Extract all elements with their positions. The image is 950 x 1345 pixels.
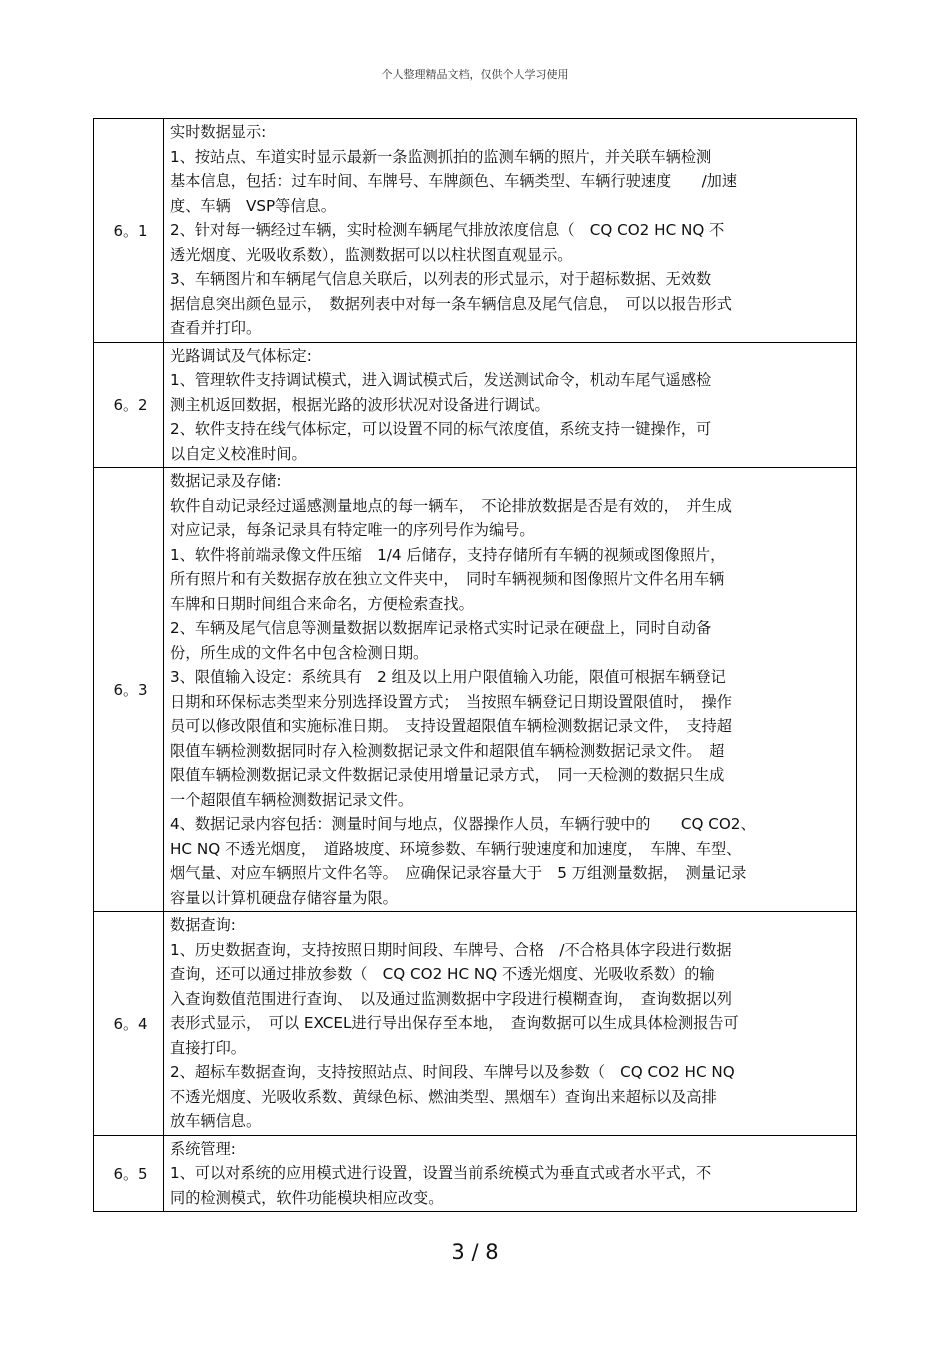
text-line: 2、车辆及尾气信息等测量数据以数据库记录格式实时记录在硬盘上，同时自动备 [170,619,712,637]
page-number: 3 / 8 [451,1240,499,1264]
section-number: 6。5 [94,1135,164,1212]
spec-table-body [94,119,857,1212]
section-content [164,342,857,468]
section-content [164,1135,857,1212]
text-line: 1、软件将前端录像文件压缩 1/4 后储存，支持存储所有车辆的视频或图像照片， [170,545,726,564]
text-line: 员可以修改限值和实施标准日期。 支持设置超限值车辆检测数据记录文件， 支持超 [170,717,732,735]
table-row [94,912,857,1136]
section-number: 6。3 [94,468,164,912]
text-line: HC NQ 不透光烟度， 道路坡度、环境参数、车辆行驶速度和加速度， 车牌、车型、 [170,839,742,858]
text-line: 入查询数值范围进行查询、 以及通过监测数据中字段进行模糊查询， 查询数据以列 [170,989,732,1008]
text-line: 以自定义校准时间。 [170,444,307,463]
text-line: 2、针对每一辆经过车辆，实时检测车辆尾气排放浓度信息（ CQ CO2 HC NQ 不 [170,221,725,239]
text-line: 同的检测模式，软件功能模块相应改变。 [170,1188,444,1207]
text-line: 2、软件支持在线气体标定，可以设置不同的标气浓度值，系统支持一键操作，可 [170,420,712,438]
text-line: 表形式显示， 可以 EXCEL进行导出保存至本地， 查询数据可以生成具体检测报告可 [170,1014,739,1032]
text-line: 基本信息，包括：过车时间、车牌号、车牌颜色、车辆类型、车辆行驶速度 /加速 [170,172,738,190]
text-line: 1、按站点、车道实时显示最新一条监测抓拍的监测车辆的照片，并关联车辆检测 [170,147,712,166]
table-row [94,342,857,468]
text-line: 所有照片和有关数据存放在独立文件夹中， 同时车辆视频和图像照片文件名用车辆 [170,570,725,588]
section-heading: 光路调试及气体标定: [170,346,312,365]
text-line: 一个超限值车辆检测数据记录文件。 [170,790,413,809]
section-number: 6。1 [94,119,164,343]
text-line: 1、管理软件支持调试模式，进入调试模式后，发送测试命令，机动车尾气遥感检 [170,371,712,389]
section-heading: 实时数据显示: [170,123,267,141]
text-line: 据信息突出颜色显示， 数据列表中对每一条车辆信息及尾气信息， 可以以报告形式 [170,294,732,313]
text-line: 3、限值输入设定：系统具有 2 组及以上用户限值输入功能，限值可根据车辆登记 [170,668,726,686]
text-line: 对应记录，每条记录具有特定唯一的序列号作为编号。 [170,521,535,539]
text-line: 查询，还可以通过排放参数（ CQ CO2 HC NQ 不透光烟度、光吸收系数）的输 [170,965,715,983]
section-content [164,119,857,343]
text-line: 4、数据记录内容包括：测量时间与地点，仪器操作人员，车辆行驶中的 CQ CO2、 [170,815,756,833]
section-number: 6。4 [94,912,164,1136]
text-line: 限值车辆检测数据记录文件数据记录使用增量记录方式， 同一天检测的数据只生成 [170,766,725,784]
table-row [94,468,857,912]
text-line: 份，所生成的文件名中包含检测日期。 [170,643,429,662]
section-heading: 数据查询: [170,916,236,934]
text-line: 放车辆信息。 [170,1112,262,1130]
text-line: 1、历史数据查询，支持按照日期时间段、车牌号、合格 /不合格具体字段进行数据 [170,940,732,959]
text-line: 容量以计算机硬盘存储容量为限。 [170,888,398,907]
section-content [164,468,857,912]
section-heading: 系统管理: [170,1139,236,1158]
text-line: 日期和环保标志类型来分别选择设置方式； 当按照车辆登记日期设置限值时， 操作 [170,692,732,711]
text-line: 不透光烟度、光吸收系数、黄绿色标、燃油类型、黑烟车）查询出来超标以及高排 [170,1087,717,1106]
text-line: 限值车辆检测数据同时存入检测数据记录文件和超限值车辆检测数据记录文件。 超 [170,741,725,760]
text-line: 1、可以对系统的应用模式进行设置，设置当前系统模式为垂直式或者水平式，不 [170,1164,712,1182]
spec-table [93,118,857,1212]
section-heading: 数据记录及存储: [170,472,282,490]
table-row [94,119,857,343]
text-line: 测主机返回数据，根据光路的波形状况对设备进行调试。 [170,395,550,414]
section-number: 6。2 [94,342,164,468]
table-row [94,1135,857,1212]
text-line: 烟气量、对应车辆照片文件名等。 应确保记录容量大于 5 万组测量数据， 测量记录 [170,864,747,882]
text-line: 软件自动记录经过遥感测量地点的每一辆车， 不论排放数据是否是有效的， 并生成 [170,496,732,515]
section-content [164,912,857,1136]
text-line: 度、车辆 VSP等信息。 [170,196,336,215]
text-line: 透光烟度、光吸收系数），监测数据可以以柱状图直观显示。 [170,245,573,264]
text-line: 直接打印。 [170,1038,246,1057]
page-header: 个人整理精品文档，仅供个人学习使用 [381,68,569,81]
text-line: 查看并打印。 [170,319,262,337]
text-line: 2、超标车数据查询，支持按照站点、时间段、车牌号以及参数（ CQ CO2 HC NQ [170,1063,735,1081]
text-line: 3、车辆图片和车辆尾气信息关联后，以列表的形式显示，对于超标数据、无效数 [170,270,712,288]
text-line: 车牌和日期时间组合来命名，方便检索查找。 [170,594,474,613]
